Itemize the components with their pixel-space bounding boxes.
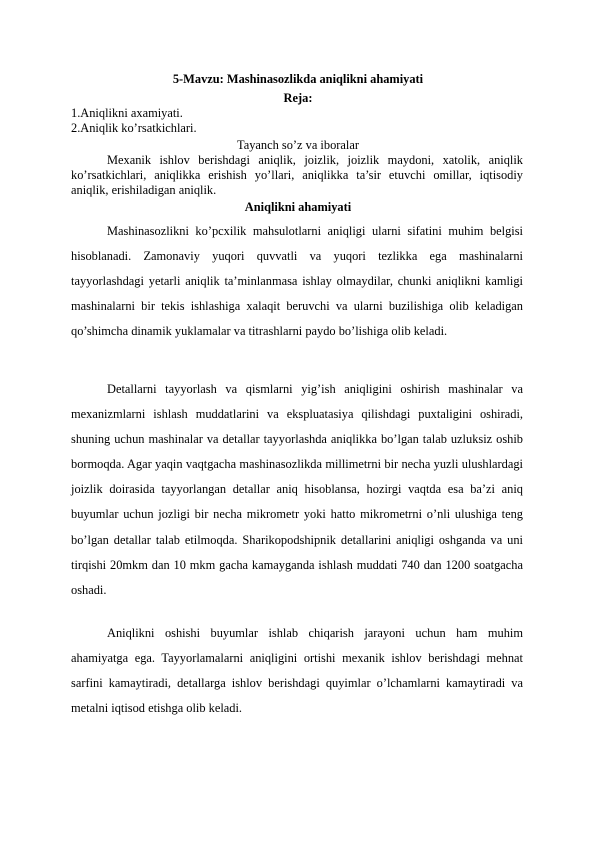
plan-item: 1.Aniqlikni axamiyati.: [71, 106, 183, 120]
section-heading: Aniqlikni ahamiyati: [244, 200, 352, 214]
keywords-heading: Tayanch so’z va iboralar: [237, 138, 359, 152]
keywords-text: Mexanik ishlov berishdagi aniqlik, joizlik, joizlik maydoni, xatolik, aniqlik ko’rsatkichlari, aniqlikka erishish yo’llari, aniqlikka ta’sir etuvchi omillar, iqtisodiy aniqlik, erishiladigan aniqlik.: [71, 153, 523, 197]
paragraph: Mashinasozlikni ko’pcxilik mahsulotlarni aniqligi ularni sifatini muhim belgisi hisoblanadi. Zamonaviy yuqori quvvatli va yuqori tezlikka ega mashinalarni tayyorlashdagi yetarli aniqlik ta’minlanmasa ishlay olmaydilar, chunki aniqlikni kamligi mashinalarni bir tekis ishlashiga xalaqit beruvchi va ularni buzilishiga olib keladigan qo’shimcha dinamik yuklamalar va titrashlarni paydo bo’lishiga olib keladi.: [71, 224, 523, 339]
plan-item: 2.Aniqlik ko’rsatkichlari.: [71, 121, 197, 135]
document-title: 5-Mavzu: Mashinasozlikda aniqlikni ahamiyati: [172, 72, 424, 86]
plan-list: [71, 106, 197, 136]
paragraph: Aniqlikni oshishi buyumlar ishlab chiqarish jarayoni uchun ham muhim ahamiyatga ega. Tayyorlamalarni aniqligini ortishi mexanik ishlov berishdagi mehnat sarfini kamaytiradi, detallarga ishlov berishdagi quyimlar o’lchamlarni kamaytiradi va metalni iqtisod etishga olib keladi.: [71, 626, 523, 716]
plan-heading: Reja:: [283, 91, 313, 105]
paragraph: Detallarni tayyorlash va qismlarni yig’ish aniqligini oshirish mashinalar va mexanizmlarni ishlash muddatlarini va ekspluatasiya qilishdagi puxtaligini oshiradi, shuning uchun mashinalar va detallar tayyorlashda aniqlikka bo’lgan talab uzluksiz oshib bormoqda. Agar yaqin vaqtgacha mashinasozlikda millimetrni bir necha yuzli ulushlardagi joizlik doirasida tayyorlangan detallar aniq hisoblansa, hozirgi vaqtda esa ba’zi aniq buyumlar uchun jozligi bir necha mikrometr yoki hatto mikrometrni o’nli ulushiga teng bo’lgan detallar talab etilmoqda. Sharikopodshipnik detallarini aniqligi oshganda va uni tirqishi 20mkm dan 10 mkm gacha kamayganda ishlash muddati 740 dan 1200 soatgacha oshadi.: [71, 382, 523, 597]
